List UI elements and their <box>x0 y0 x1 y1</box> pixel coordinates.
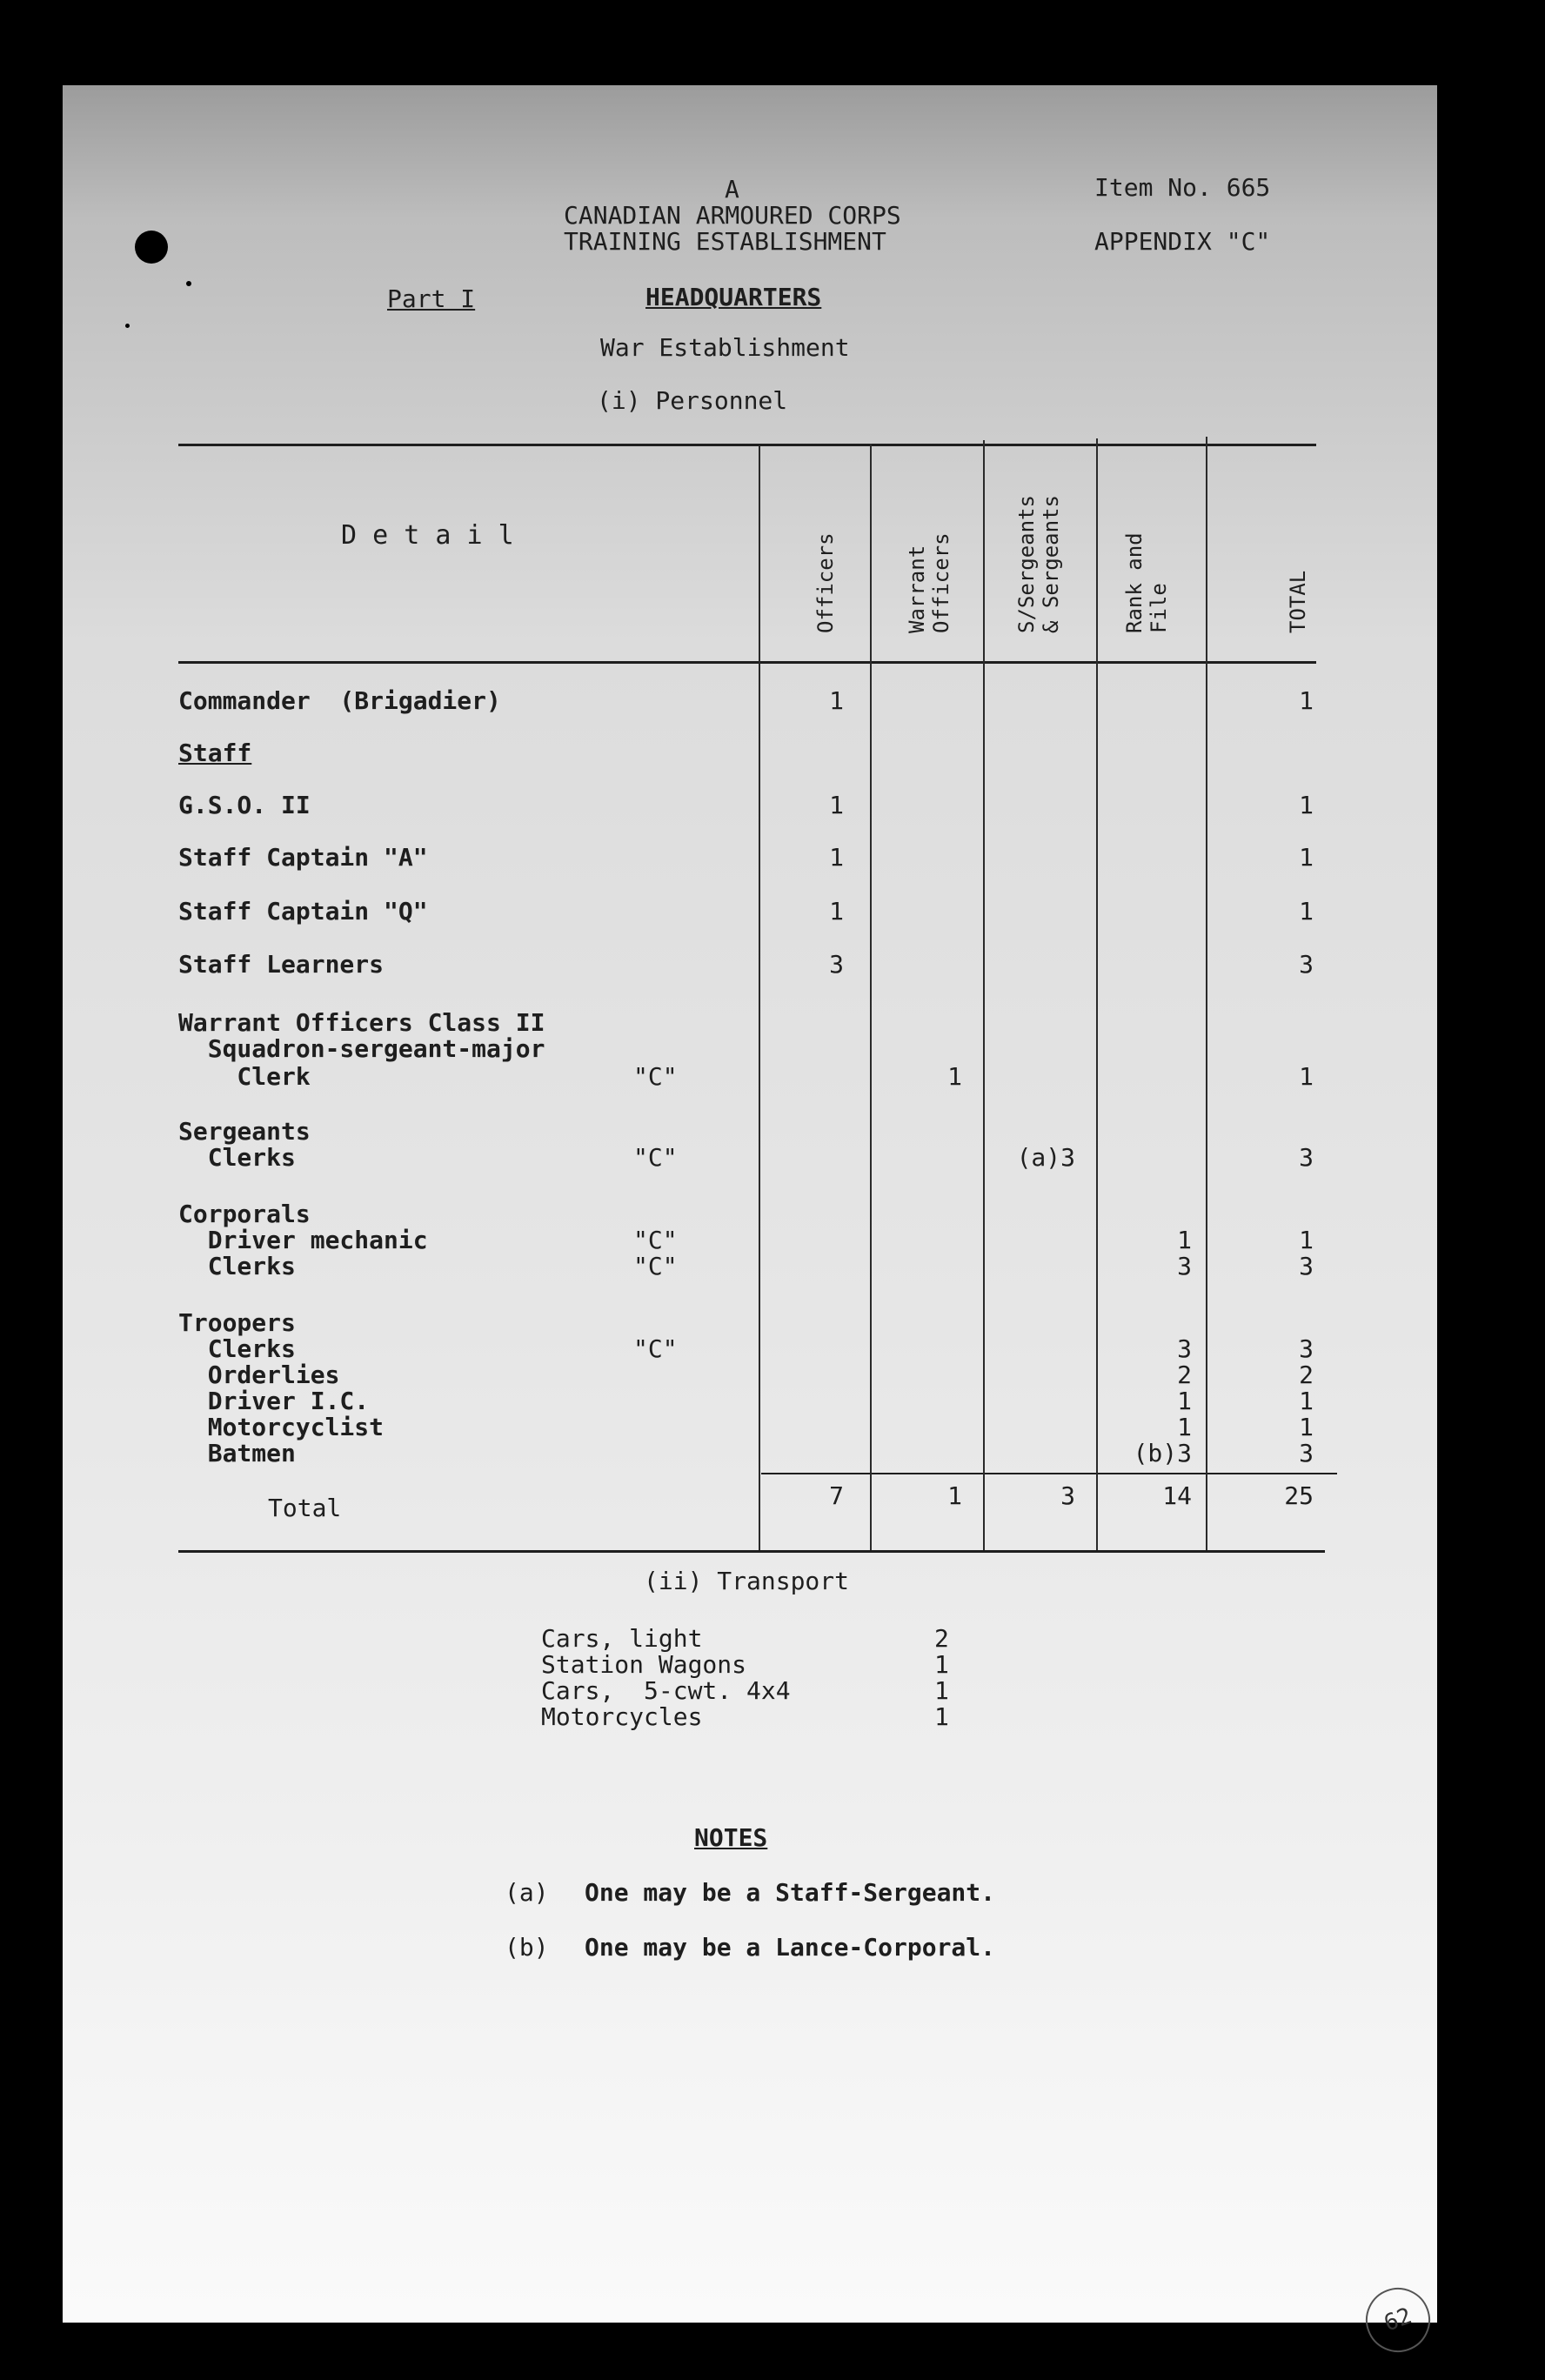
note-text: One may be a Staff-Sergeant. <box>585 1878 996 1907</box>
transport-heading: (ii) Transport <box>644 1567 850 1595</box>
header-letter: A <box>725 175 739 204</box>
transport-item-qty: 1 <box>934 1650 949 1679</box>
cell-total: 1 <box>1299 686 1314 715</box>
cell-total: 1 <box>1299 1387 1314 1415</box>
transport-item-label: Motorcycles <box>541 1702 703 1731</box>
table-total-rule <box>761 1473 1337 1474</box>
column-divider <box>1206 437 1207 1550</box>
total-row-label: Total <box>268 1494 342 1522</box>
cell-total: 3 <box>1299 1143 1314 1172</box>
row-label: Corporals <box>178 1200 311 1228</box>
cell-officers: 3 <box>829 950 844 979</box>
row-label: Commander (Brigadier) <box>178 686 501 715</box>
row-label: Clerks <box>178 1334 296 1363</box>
row-label: Orderlies <box>178 1360 340 1389</box>
total-sergeants: 3 <box>1060 1481 1075 1510</box>
column-divider <box>870 444 872 1550</box>
row-label: Sergeants <box>178 1117 311 1146</box>
note-mark: (b) <box>505 1933 549 1962</box>
cell-rank-and-file: (b)3 <box>1133 1439 1192 1467</box>
row-code: "C" <box>633 1226 678 1254</box>
cell-rank-and-file: 2 <box>1177 1360 1192 1389</box>
row-label: Driver mechanic <box>178 1226 428 1254</box>
table-bottom-rule <box>178 1550 1325 1553</box>
cell-total: 1 <box>1299 843 1314 872</box>
transport-item-qty: 1 <box>934 1702 949 1731</box>
cell-warrant-officers: 1 <box>947 1062 962 1091</box>
column-header-officers: Officers <box>813 532 838 633</box>
transport-item-qty: 2 <box>934 1624 949 1653</box>
cell-rank-and-file: 3 <box>1177 1252 1192 1280</box>
row-code: "C" <box>633 1062 678 1091</box>
transport-item-label: Cars, light <box>541 1624 703 1653</box>
cell-total: 3 <box>1299 1334 1314 1363</box>
transport-item-label: Cars, 5-cwt. 4x4 <box>541 1676 791 1705</box>
cell-total: 1 <box>1299 791 1314 819</box>
row-code: "C" <box>633 1334 678 1363</box>
cell-total: 3 <box>1299 1252 1314 1280</box>
row-label: Driver I.C. <box>178 1387 370 1415</box>
cell-officers: 1 <box>829 843 844 872</box>
column-divider <box>983 440 985 1550</box>
row-label: Staff <box>178 739 252 767</box>
org-line-2: TRAINING ESTABLISHMENT <box>564 227 886 256</box>
column-header-total: TOTAL <box>1286 570 1310 633</box>
row-label: Staff Captain "Q" <box>178 897 428 926</box>
section-title: HEADQUARTERS <box>645 283 822 311</box>
row-code: "C" <box>633 1143 678 1172</box>
column-header-sergeants: S/Sergeants & Sergeants <box>1014 495 1063 633</box>
table-header-rule <box>178 661 1316 664</box>
cell-total: 1 <box>1299 1413 1314 1441</box>
cell-officers: 1 <box>829 686 844 715</box>
org-line-1: CANADIAN ARMOURED CORPS <box>564 201 901 230</box>
total-officers: 7 <box>829 1481 844 1510</box>
column-divider <box>1096 438 1098 1550</box>
cell-officers: 1 <box>829 791 844 819</box>
note-mark: (a) <box>505 1878 549 1907</box>
item-number: Item No. 665 <box>1094 173 1271 202</box>
column-header-warrant-officers: Warrant Officers <box>905 532 953 633</box>
cell-sergeants: (a)3 <box>1016 1143 1075 1172</box>
cell-rank-and-file: 3 <box>1177 1334 1192 1363</box>
row-label: Clerk <box>178 1062 311 1091</box>
row-label: Motorcyclist <box>178 1413 385 1441</box>
notes-heading: NOTES <box>694 1823 768 1852</box>
row-label: Squadron-sergeant-major <box>178 1034 545 1063</box>
cell-total: 1 <box>1299 1226 1314 1254</box>
cell-total: 1 <box>1299 897 1314 926</box>
detail-header: D e t a i l <box>341 520 514 551</box>
table-top-rule <box>178 444 1316 446</box>
total-warrant-officers: 1 <box>947 1481 962 1510</box>
row-label: Batmen <box>178 1439 296 1467</box>
page-number-stamp: 62 <box>1357 2279 1440 2362</box>
row-label: Warrant Officers Class II <box>178 1008 545 1037</box>
column-header-rank-and-file: Rank and File <box>1122 532 1171 633</box>
column-divider <box>759 445 760 1550</box>
cell-total: 2 <box>1299 1360 1314 1389</box>
cell-total: 1 <box>1299 1062 1314 1091</box>
speck <box>186 281 191 286</box>
row-label: Clerks <box>178 1252 296 1280</box>
row-label: Clerks <box>178 1143 296 1172</box>
cell-rank-and-file: 1 <box>1177 1226 1192 1254</box>
total-rank-and-file: 14 <box>1162 1481 1192 1510</box>
subtitle: War Establishment <box>600 333 850 362</box>
cell-rank-and-file: 1 <box>1177 1387 1192 1415</box>
row-label: Staff Learners <box>178 950 385 979</box>
row-label: Troopers <box>178 1308 296 1337</box>
cell-officers: 1 <box>829 897 844 926</box>
cell-total: 3 <box>1299 950 1314 979</box>
cell-total: 3 <box>1299 1439 1314 1467</box>
personnel-heading: (i) Personnel <box>597 386 788 415</box>
part-label: Part I <box>387 284 476 313</box>
speck <box>125 324 130 328</box>
transport-item-label: Station Wagons <box>541 1650 747 1679</box>
row-label: Staff Captain "A" <box>178 843 428 872</box>
row-code: "C" <box>633 1252 678 1280</box>
appendix-label: APPENDIX "C" <box>1094 227 1271 256</box>
punch-hole <box>135 231 168 264</box>
speck <box>1470 648 1475 652</box>
transport-item-qty: 1 <box>934 1676 949 1705</box>
row-label: G.S.O. II <box>178 791 311 819</box>
cell-rank-and-file: 1 <box>1177 1413 1192 1441</box>
note-text: One may be a Lance-Corporal. <box>585 1933 996 1962</box>
total-total: 25 <box>1284 1481 1314 1510</box>
